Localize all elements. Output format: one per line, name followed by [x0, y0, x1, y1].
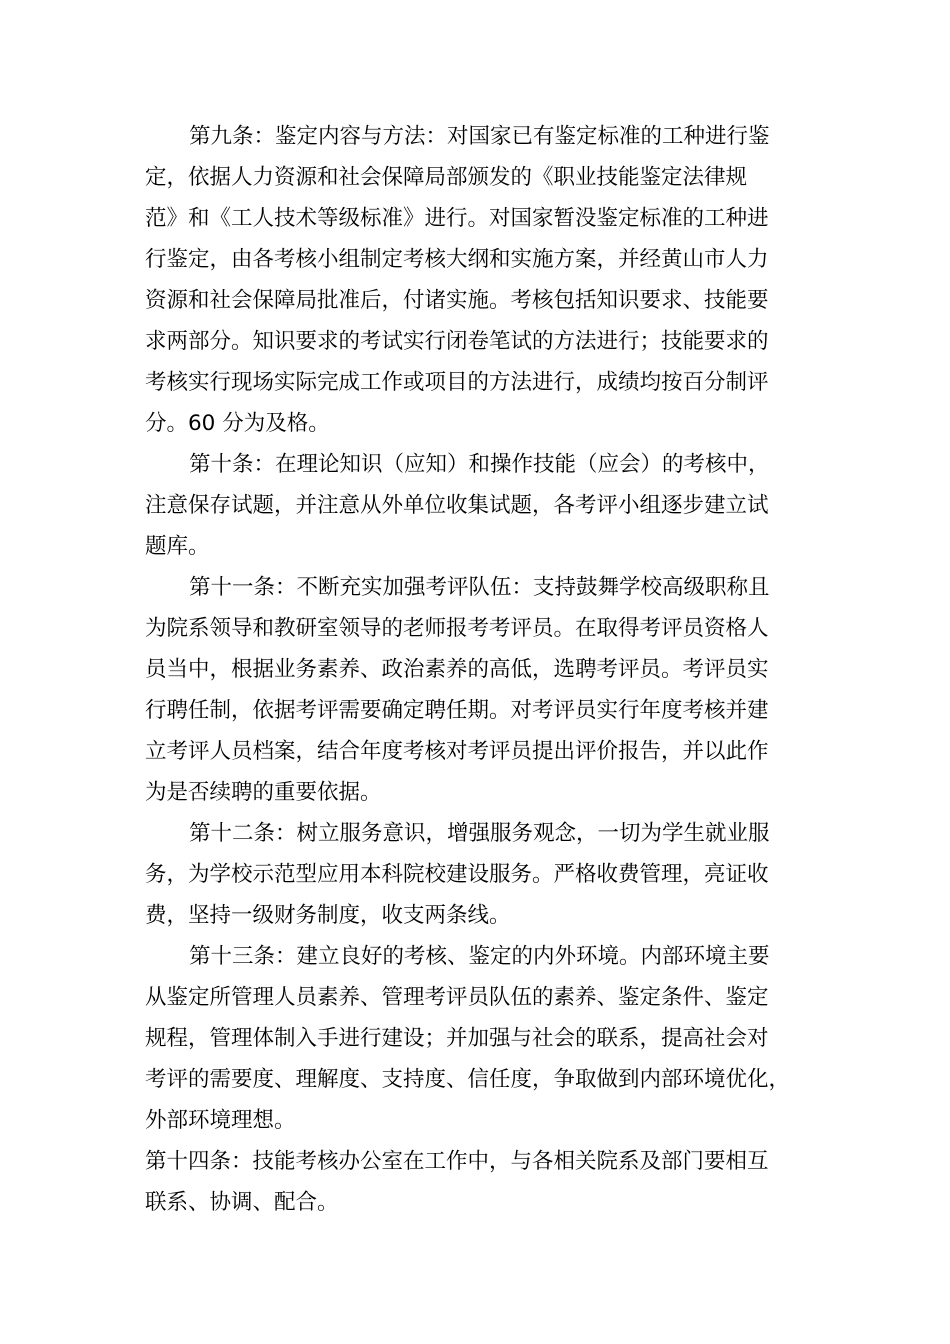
- text-line: 规程，管理体制入手进行建设；并加强与社会的联系，提高社会对: [145, 1026, 769, 1051]
- text-line: 第十四条：技能考核办公室在工作中，与各相关院系及部门要相互: [145, 1149, 769, 1174]
- text-line: 第十一条：不断充实加强考评队伍：支持鼓舞学校高级职称且: [189, 575, 770, 600]
- text-line: 定，依据人力资源和社会保障局部颁发的《职业技能鉴定法律规: [145, 165, 748, 190]
- text-line: 第十三条：建立良好的考核、鉴定的内外环境。内部环境主要: [189, 944, 770, 969]
- text-line: 第十二条：树立服务意识，增强服务观念，一切为学生就业服: [189, 821, 770, 846]
- article-12-paragraph: [145, 813, 805, 936]
- text-line: 注意保存试题，并注意从外单位收集试题，各考评小组逐步建立试: [145, 493, 769, 518]
- text-line: 费，坚持一级财务制度，收支两条线。: [145, 903, 511, 928]
- text-line: 分。60 分为及格。: [145, 411, 330, 436]
- text-line: 考核实行现场实际完成工作或项目的方法进行，成绩均按百分制评: [145, 370, 769, 395]
- text-line: 立考评人员档案，结合年度考核对考评员提出评价报告，并以此作: [145, 739, 769, 764]
- article-14-paragraph: [145, 1141, 805, 1223]
- article-9-paragraph: [145, 116, 805, 444]
- text-line: 求两部分。知识要求的考试实行闭卷笔试的方法进行；技能要求的: [145, 329, 769, 354]
- article-13-paragraph: [145, 936, 805, 1141]
- text-line: 为是否续聘的重要依据。: [145, 780, 382, 805]
- text-line: 为院系领导和教研室领导的老师报考考评员。在取得考评员资格人: [145, 616, 769, 641]
- text-line: 范》和《工人技术等级标准》进行。对国家暂没鉴定标准的工种进: [145, 206, 769, 231]
- text-line: 考评的需要度、理解度、支持度、信任度，争取做到内部环境优化，: [145, 1067, 791, 1092]
- text-line: 第十条：在理论知识（应知）和操作技能（应会）的考核中，: [189, 452, 770, 477]
- text-line: 务，为学校示范型应用本科院校建设服务。严格收费管理，亮证收: [145, 862, 769, 887]
- document-page: [145, 116, 805, 1223]
- text-line: 资源和社会保障局批准后，付诸实施。考核包括知识要求、技能要: [145, 288, 769, 313]
- text-line: 从鉴定所管理人员素养、管理考评员队伍的素养、鉴定条件、鉴定: [145, 985, 769, 1010]
- article-10-paragraph: [145, 444, 805, 567]
- text-line: 联系、协调、配合。: [145, 1190, 339, 1215]
- text-line: 行鉴定，由各考核小组制定考核大纲和实施方案，并经黄山市人力: [145, 247, 769, 272]
- text-line: 第九条：鉴定内容与方法：对国家已有鉴定标准的工种进行鉴: [189, 124, 770, 149]
- text-line: 行聘任制，依据考评需要确定聘任期。对考评员实行年度考核并建: [145, 698, 769, 723]
- text-line: 员当中，根据业务素养、政治素养的高低，选聘考评员。考评员实: [145, 657, 769, 682]
- text-line: 外部环境理想。: [145, 1108, 296, 1133]
- article-11-paragraph: [145, 567, 805, 813]
- text-line: 题库。: [145, 534, 210, 559]
